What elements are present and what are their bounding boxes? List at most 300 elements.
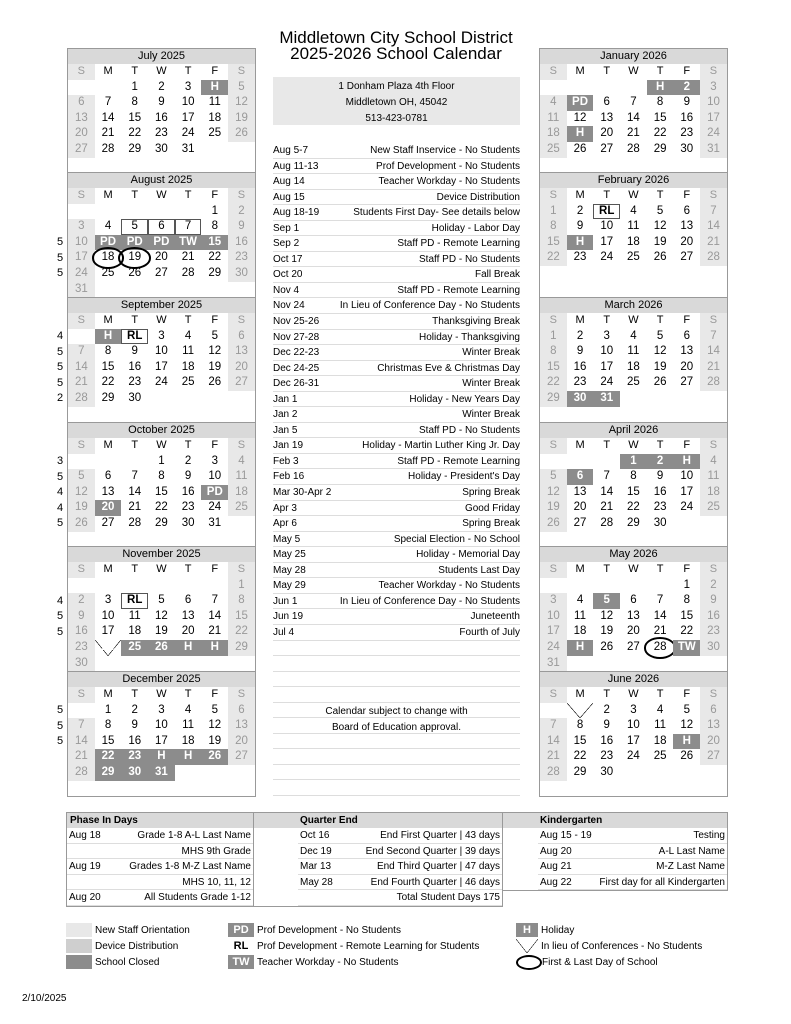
day-cell [567, 80, 594, 96]
day-cell: 28 [128, 516, 142, 529]
row-date: Aug 18 [69, 830, 101, 841]
event-date: Aug 14 [273, 176, 305, 188]
day-cell: 30 [700, 640, 727, 656]
month-title: November 2025 [68, 547, 255, 562]
phase-in-table [66, 812, 254, 907]
day-cell: 15 [101, 734, 115, 747]
weekday-label: S [540, 438, 567, 454]
weekday-header [540, 562, 727, 578]
day-cell [68, 329, 95, 345]
event-date: Dec 24-25 [273, 362, 320, 374]
week-row [68, 500, 255, 516]
week-row [68, 375, 255, 391]
day-cell [228, 516, 255, 532]
day-cell: 7 [175, 219, 202, 235]
day-cell [593, 282, 620, 298]
month-calendar [67, 297, 256, 423]
weekly-day-count: 5 [57, 236, 64, 249]
day-cell [148, 407, 175, 423]
day-cell: 29 [540, 391, 567, 407]
event-row [273, 780, 520, 796]
day-cell: 28 [700, 250, 727, 266]
day-cell [673, 391, 700, 407]
day-cell [148, 781, 175, 797]
day-cell: 16 [700, 609, 727, 625]
day-cell: 13 [600, 111, 614, 124]
legend-right [516, 922, 702, 970]
day-cell: 18 [228, 485, 255, 501]
day-cell: 3 [700, 80, 727, 96]
day-cell: 8 [540, 219, 567, 235]
day-cell [567, 532, 594, 548]
weekly-day-count: 5 [57, 376, 64, 389]
event-row [273, 205, 520, 221]
day-cell [647, 532, 674, 548]
day-cell: 11 [627, 345, 640, 358]
event-description: Staff PD - Remote Learning [397, 284, 520, 296]
day-cell: 13 [228, 718, 255, 734]
day-cell: 7 [656, 594, 664, 607]
day-cell: 17 [181, 111, 195, 124]
day-cell: 19 [540, 500, 567, 516]
event-row [273, 641, 520, 657]
day-cell: 13 [573, 485, 587, 498]
event-date: Apr 6 [273, 518, 297, 530]
week-row [540, 703, 727, 719]
day-cell [201, 142, 228, 158]
day-cell: 27 [700, 749, 727, 765]
table-row [67, 890, 253, 906]
legend-pd: Prof Development - No Students [257, 924, 401, 936]
day-cell: 26 [653, 376, 667, 389]
day-cell [593, 656, 620, 672]
day-cell: 6 [228, 329, 255, 345]
day-cell: 5 [121, 219, 148, 235]
day-cell: 25 [181, 376, 195, 389]
day-cell: 21 [68, 375, 95, 391]
day-cell: 20 [627, 625, 640, 638]
weekday-label: M [575, 189, 585, 201]
day-cell [700, 781, 727, 797]
weekday-header [540, 438, 727, 454]
event-description: In Lieu of Conference Day - No Students [339, 595, 520, 607]
day-cell [121, 781, 148, 797]
event-row [273, 190, 520, 206]
day-cell [148, 158, 175, 174]
day-cell: PD [148, 235, 175, 251]
day-cell: 28 [627, 142, 640, 155]
week-row [540, 749, 727, 765]
weekday-label: M [103, 189, 113, 201]
day-cell: 21 [540, 749, 567, 765]
day-cell: 20 [181, 625, 195, 638]
day-cell: 2 [158, 80, 165, 93]
day-cell: 23 [68, 640, 95, 656]
day-cell [673, 407, 700, 423]
weekday-label: T [603, 314, 611, 326]
day-cell [201, 532, 228, 548]
day-cell [593, 266, 620, 282]
day-cell [540, 781, 567, 797]
row-date: Dec 19 [300, 845, 332, 857]
month-calendar [67, 671, 256, 797]
day-cell: 18 [128, 625, 142, 638]
week-row [540, 204, 727, 220]
day-cell: 25 [208, 127, 222, 140]
day-cell: 26 [148, 640, 175, 656]
day-cell: 30 [567, 391, 594, 407]
day-cell [700, 656, 727, 672]
day-cell [148, 532, 175, 548]
weekly-day-count: 5 [57, 719, 64, 732]
weekly-day-count: 5 [57, 735, 64, 748]
kindergarten-title: Kindergarten [503, 813, 727, 828]
day-cell: H [647, 80, 674, 96]
weekday-label: S [228, 188, 255, 204]
day-cell: 2 [647, 454, 674, 470]
day-cell [68, 407, 95, 423]
day-cell: 11 [208, 96, 221, 109]
row-description: Testing [693, 830, 725, 841]
day-cell: 18 [181, 734, 195, 747]
weekday-label: S [68, 313, 95, 329]
event-row [273, 267, 520, 283]
day-cell: 21 [653, 625, 667, 638]
day-cell: 3 [104, 594, 112, 607]
day-cell [95, 454, 122, 470]
event-description: Staff PD - No Students [419, 424, 520, 436]
weekday-header [68, 313, 255, 329]
weekly-day-count: 2 [57, 392, 64, 405]
day-cell: 27 [228, 375, 255, 391]
month-calendar [539, 172, 728, 298]
day-cell [175, 781, 202, 797]
day-cell [567, 158, 594, 174]
legend-middle [228, 922, 479, 970]
day-cell: 26 [128, 266, 142, 279]
week-row [540, 235, 727, 251]
event-row [273, 314, 520, 330]
day-cell: 26 [68, 516, 95, 532]
day-cell [700, 391, 727, 407]
day-cell [148, 282, 175, 298]
day-cell [620, 407, 647, 423]
week-row [68, 282, 255, 298]
day-cell [540, 578, 567, 594]
weekday-label: T [656, 65, 664, 77]
day-cell [95, 532, 122, 548]
day-cell: 10 [627, 719, 640, 732]
event-date: Sep 1 [273, 222, 300, 234]
weekday-label: M [575, 65, 585, 77]
day-cell [121, 407, 148, 423]
phase-in-title: Phase In Days [67, 813, 253, 828]
day-cell: 18 [653, 734, 667, 747]
week-row [68, 407, 255, 423]
day-cell: 20 [95, 500, 122, 516]
day-cell: 5 [228, 80, 255, 96]
day-cell: 9 [576, 220, 584, 233]
day-cell: 20 [155, 251, 168, 264]
week-row [68, 344, 255, 360]
month-title: May 2026 [540, 547, 727, 562]
day-cell: 7 [131, 470, 138, 483]
day-cell [121, 532, 148, 548]
event-row [273, 547, 520, 563]
weekly-day-count: 5 [57, 251, 64, 264]
week-row [68, 532, 255, 548]
row-description: M-Z Last Name [656, 861, 725, 873]
day-cell: 10 [600, 220, 614, 233]
weekday-label: M [575, 314, 585, 326]
day-cell [567, 407, 594, 423]
table-row [538, 844, 727, 860]
day-cell: H [567, 126, 594, 142]
day-cell [68, 454, 95, 470]
day-cell [228, 158, 255, 174]
week-row [68, 578, 255, 594]
day-cell: 10 [680, 470, 694, 483]
weekday-label: T [131, 189, 139, 201]
day-cell: 23 [181, 501, 195, 514]
calendar-note [273, 704, 520, 736]
week-row [68, 593, 255, 609]
day-cell [228, 391, 255, 407]
day-cell: 22 [627, 501, 640, 514]
weekday-label: S [540, 687, 567, 703]
weekly-day-count: 5 [57, 361, 64, 374]
event-row [273, 392, 520, 408]
weekday-label: T [131, 439, 139, 451]
event-row [273, 159, 520, 175]
day-cell [121, 282, 148, 298]
day-cell [647, 765, 674, 781]
weekday-label: T [603, 189, 611, 201]
weekly-day-count: 5 [57, 517, 64, 530]
day-cell: 16 [573, 360, 587, 373]
weekday-label: F [683, 189, 691, 201]
day-cell: 29 [228, 640, 255, 656]
weekday-label: W [628, 688, 639, 700]
event-date: Oct 20 [273, 269, 303, 281]
table-row [298, 875, 502, 891]
day-cell: 7 [540, 718, 567, 734]
day-cell: 21 [101, 127, 115, 140]
row-description: First day for all Kindergarten [599, 876, 725, 888]
day-cell [620, 781, 647, 797]
day-cell [148, 391, 175, 407]
day-cell: 16 [128, 734, 142, 747]
day-cell: 2 [131, 703, 138, 716]
event-row [273, 376, 520, 392]
event-row [273, 283, 520, 299]
day-cell: 29 [95, 765, 122, 781]
day-cell: 29 [627, 516, 640, 529]
weekly-day-count: 5 [57, 470, 64, 483]
day-cell: 1 [683, 578, 690, 591]
weekday-label: W [156, 314, 167, 326]
day-cell [201, 656, 228, 672]
day-cell: 27 [68, 142, 95, 158]
event-date: May 29 [273, 580, 306, 592]
day-cell [175, 391, 202, 407]
day-cell: 13 [101, 485, 115, 498]
day-cell: 7 [700, 329, 727, 345]
day-cell: 17 [155, 734, 168, 747]
day-cell [68, 578, 95, 594]
weekday-label: S [68, 438, 95, 454]
event-description: Holiday - President's Day [408, 471, 520, 483]
table-row [538, 859, 727, 875]
day-cell: 5 [656, 204, 664, 217]
table-row [67, 828, 253, 844]
month-title: January 2026 [540, 49, 727, 64]
event-date: Mar 30-Apr 2 [273, 487, 332, 499]
day-cell [95, 158, 122, 174]
week-row [68, 609, 255, 625]
day-cell: 23 [155, 127, 168, 140]
event-date: May 28 [273, 564, 306, 576]
event-date: Nov 4 [273, 284, 300, 296]
weekday-label: W [156, 189, 167, 201]
h-swatch: H [516, 923, 538, 937]
week-row [540, 95, 727, 111]
event-date: Jul 4 [273, 626, 295, 638]
day-cell [95, 204, 122, 220]
day-cell: 16 [653, 485, 667, 498]
day-cell: 16 [155, 111, 168, 124]
weekday-label: W [628, 563, 639, 575]
weekday-label: T [131, 688, 139, 700]
day-cell: 26 [600, 640, 614, 653]
day-cell: 27 [101, 516, 115, 529]
weekday-label: F [211, 65, 219, 77]
weekday-label: M [103, 314, 113, 326]
day-cell [201, 578, 228, 594]
weekday-label: S [540, 313, 567, 329]
event-date: Apr 3 [273, 502, 297, 514]
day-cell: 5 [68, 469, 95, 485]
month-title: December 2025 [68, 672, 255, 687]
day-cell [175, 158, 202, 174]
day-cell: 30 [68, 656, 95, 672]
day-cell [175, 532, 202, 548]
day-cell: 4 [540, 95, 567, 111]
day-cell: 16 [68, 624, 95, 640]
weekday-label: T [656, 563, 664, 575]
day-cell: 25 [101, 266, 115, 279]
week-row [68, 781, 255, 797]
day-cell: 22 [653, 127, 667, 140]
event-date: Aug 18-19 [273, 207, 320, 219]
circle-icon [516, 955, 542, 970]
day-cell [620, 578, 647, 594]
day-cell: 22 [680, 625, 694, 638]
month-title: March 2026 [540, 298, 727, 313]
event-row [273, 563, 520, 579]
event-description: Winter Break [462, 378, 520, 390]
day-cell: 20 [228, 734, 255, 750]
day-cell: 8 [228, 593, 255, 609]
weekday-label: T [603, 439, 611, 451]
week-row [540, 734, 727, 750]
day-cell [95, 578, 122, 594]
day-cell: 15 [627, 485, 640, 498]
day-cell: 29 [653, 142, 667, 155]
weekly-day-count: 4 [57, 501, 64, 514]
event-date: Feb 16 [273, 471, 305, 483]
day-cell: 9 [131, 345, 138, 358]
day-cell [673, 516, 700, 532]
event-date: Sep 2 [273, 238, 300, 250]
day-cell: 17 [680, 485, 694, 498]
day-cell [201, 391, 228, 407]
legend-new-staff: New Staff Orientation [95, 924, 190, 936]
weekday-label: M [575, 563, 585, 575]
day-cell: 22 [228, 624, 255, 640]
event-row [273, 501, 520, 517]
day-cell: 5 [158, 594, 165, 607]
day-cell: 17 [700, 111, 727, 127]
day-cell: 4 [656, 703, 664, 716]
day-cell: 25 [653, 750, 667, 763]
day-cell [700, 266, 727, 282]
weekday-label: W [628, 314, 639, 326]
day-cell: 25 [228, 500, 255, 516]
day-cell: 17 [101, 625, 115, 638]
day-cell: H [201, 640, 228, 656]
day-cell: 16 [128, 360, 142, 373]
event-row [273, 594, 520, 610]
row-date: Aug 21 [540, 861, 572, 873]
day-cell: 24 [600, 251, 614, 264]
week-row [68, 391, 255, 407]
day-cell: 18 [573, 625, 587, 638]
day-cell: 15 [155, 485, 168, 498]
month-calendar [67, 172, 256, 298]
day-cell [620, 656, 647, 672]
event-row [273, 330, 520, 346]
weekday-header [68, 562, 255, 578]
day-cell [148, 578, 175, 594]
table-row [298, 890, 502, 906]
day-cell: 15 [680, 609, 694, 622]
day-cell [175, 765, 202, 781]
day-cell [228, 781, 255, 797]
day-cell: 6 [184, 594, 192, 607]
day-cell: 12 [208, 719, 222, 732]
day-cell: 23 [700, 624, 727, 640]
day-cell [647, 781, 674, 797]
day-cell: 28 [101, 142, 115, 155]
day-cell: 4 [576, 594, 584, 607]
legend-holiday: Holiday [541, 924, 575, 936]
weekday-label: T [656, 314, 664, 326]
weekday-label: S [540, 562, 567, 578]
event-row [273, 143, 520, 159]
day-cell: 18 [95, 250, 122, 266]
weekly-day-count: 3 [57, 455, 64, 467]
day-cell: 14 [68, 734, 95, 750]
event-description: Spring Break [462, 487, 520, 499]
weekday-header [540, 188, 727, 204]
day-cell [95, 656, 122, 672]
event-row [273, 672, 520, 688]
day-cell [228, 765, 255, 781]
day-cell: 9 [576, 345, 584, 358]
event-description: Holiday - Martin Luther King Jr. Day [362, 440, 520, 452]
event-description: Prof Development - No Students [376, 160, 520, 172]
